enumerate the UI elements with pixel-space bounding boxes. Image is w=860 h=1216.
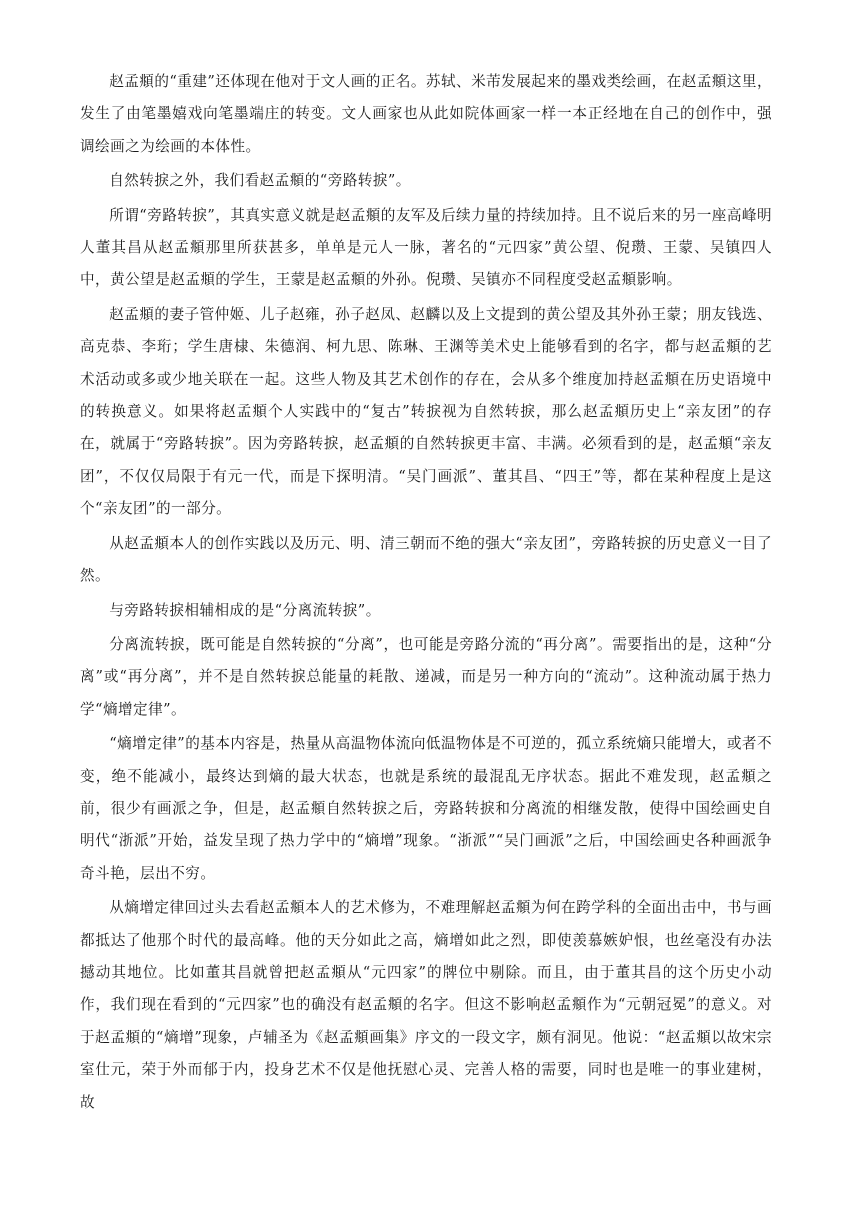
paragraph-7: 分离流转捩，既可能是自然转捩的“分离”，也可能是旁路分流的“再分离”。需要指出的是，这种“分离”或“再分离”，并不是自然转捩总能量的耗散、递减，而是另一种方向的“流动”。这种流动属于热力学“熵增定律”。 bbox=[80, 635, 772, 718]
paragraph-6: 与旁路转捩相辅相成的是“分离流转捩”。 bbox=[109, 601, 381, 619]
paragraph-1: 赵孟頫的“重建”还体现在他对于文人画的正名。苏轼、米芾发展起来的墨戏类绘画，在赵孟頫这里，发生了由笔墨嬉戏向笔墨端庄的转变。文人画家也从此如院体画家一样一本正经地在自己的创作中，强调绘画之为绘画的本体性。 bbox=[80, 73, 772, 155]
paragraph-4: 赵孟頫的妻子管仲姬、儿子赵雍，孙子赵凤、赵麟以及上文提到的黄公望及其外孙王蒙；朋友钱选、高克恭、李珩；学生唐棣、朱德润、柯九思、陈琳、王渊等美术史上能够看到的名字，都与赵孟頫的艺术活动或多或少地关联在一起。这些人物及其艺术创作的存在，会从多个维度加持赵孟頫在历史语境中的转换意义。如果将赵孟頫个人实践中的“复古”转捩视为自然转捩，那么赵孟頫历史上“亲友团”的存在，就属于“旁路转捩”。因为旁路转捩，赵孟頫的自然转捩更丰富、丰满。必须看到的是，赵孟頫“亲友团”，不仅仅局限于有元一代，而是下探明清。“吴门画派”、董其昌、“四王”等，都在某种程度上是这个“亲友团”的一部分。 bbox=[80, 305, 772, 518]
paragraph-2: 自然转捩之外，我们看赵孟頫的“旁路转捩”。 bbox=[109, 172, 411, 190]
paragraph-8: “熵增定律”的基本内容是，热量从高温物体流向低温物体是不可逆的，孤立系统熵只能增大，或者不变，绝不能减小，最终达到熵的最大状态，也就是系统的最混乱无序状态。据此不难发现，赵孟頫之前，很少有画派之争，但是，赵孟頫自然转捩之后，旁路转捩和分离流的相继发散，使得中国绘画史自明代“浙派”开始，益发呈现了热力学中的“熵增”现象。“浙派”“吴门画派”之后，中国绘画史各种画派争奇斗艳，层出不穷。 bbox=[80, 735, 772, 882]
paragraph-5: 从赵孟頫本人的创作实践以及历元、明、清三朝而不绝的强大“亲友团”，旁路转捩的历史意义一目了然。 bbox=[80, 534, 772, 585]
paragraph-9: 从熵增定律回过头去看赵孟頫本人的艺术修为，不难理解赵孟頫为何在跨学科的全面出击中，书与画都抵达了他那个时代的最高峰。他的天分如此之高，熵增如此之烈，即使羡慕嫉妒恨，也丝毫没有办法撼动其地位。比如董其昌就曾把赵孟頫从“元四家”的牌位中剔除。而且，由于董其昌的这个历史小动作，我们现在看到的“元四家”也的确没有赵孟頫的名字。但这不影响赵孟頫作为“元朝冠冕”的意义。对于赵孟頫的“熵增”现象，卢辅圣为《赵孟頫画集》序文的一段文字，颇有洞见。他说：“赵孟頫以故宋宗室仕元，荣于外而郁于内，投身艺术不仅是他抚慰心灵、完善人格的需要，同时也是唯一的事业建树，故 bbox=[80, 899, 772, 1111]
paragraph-3: 所谓“旁路转捩”，其真实意义就是赵孟頫的友军及后续力量的持续加持。且不说后来的另一座高峰明人董其昌从赵孟頫那里所获甚多，单单是元人一脉，著名的“元四家”黄公望、倪瓒、王蒙、吴镇四人中，黄公望是赵孟頫的学生，王蒙是赵孟頫的外孙。倪瓒、吴镇亦不同程度受赵孟頫影响。 bbox=[80, 206, 772, 289]
